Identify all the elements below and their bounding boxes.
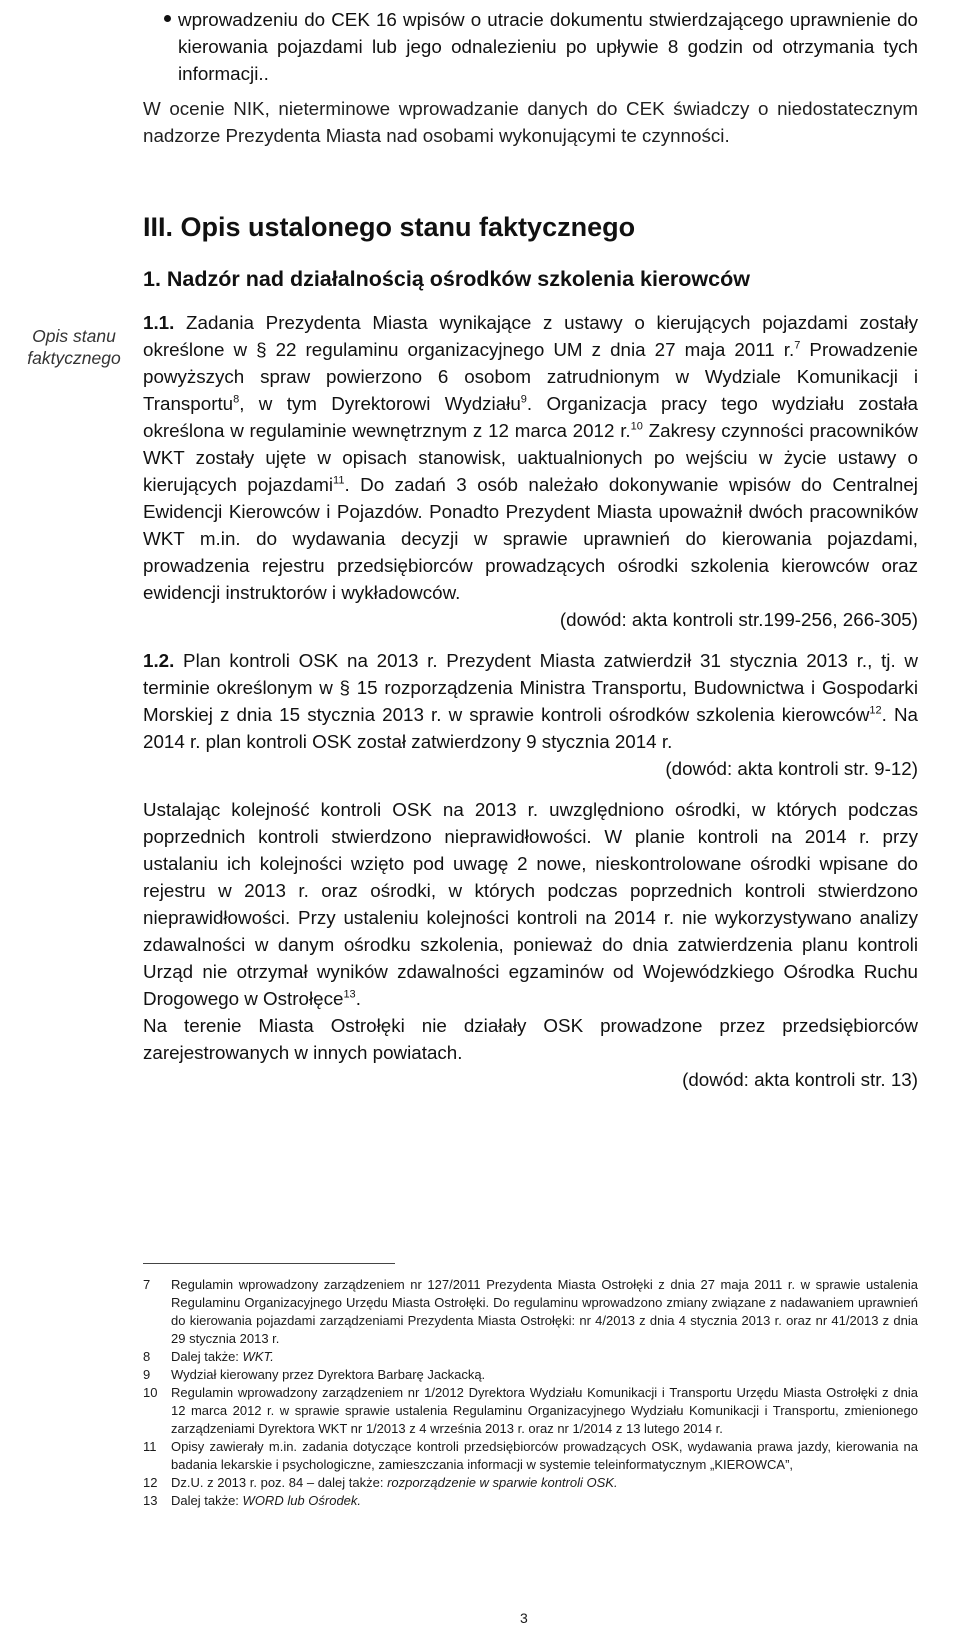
footnote-ref[interactable]: 13 <box>343 988 356 1001</box>
margin-note-line: faktycznego <box>27 348 121 368</box>
footnote-number: 13 <box>143 1493 158 1508</box>
evidence-citation: (dowód: akta kontroli str.199-256, 266-305) <box>559 609 918 630</box>
footnote-ref[interactable]: 11 <box>333 474 345 487</box>
paragraph-1-1: 1.1. Zadania Prezydenta Miasta wynikające z ustawy o kierujących pojazdami zostały określone w § 22 regulaminu organizacyjnego UM z dnia 27 maja 2011 r.$^7$ Prowadzenie powyższych spraw powierzono 6 osobom zatrudnionym w Wydziale Komunikacji i Transportu$^8$, w tym Dyrektorowi Wydziału$^9$. Organizacja pracy tego wydziału została określona w regulaminie wewnętrznym z 12 marca 2012 r.$^{10}$ Zakresy czynności pracowników WKT zostały ujęte w opisach stanowisk, uaktualnionych po wejściu w życie ustawy o kierujących pojazdami$^{11}$. Do zadań 3 osób należało dokonywanie wpisów do Centralnej Ewidencji Kierowców i Pojazdów. Ponadto Prezydent Miasta upoważnił dwóch pracowników WKT m.in. do wydawania decyzji w sprawie uprawnień do kierowania pojazdami, prowadzenia rejestru przedsiębiorców prowadzących ośrodki szkolenia kierowców oraz ewidencji instruktorów i wykładowców. <box>143 312 918 603</box>
bullet-icon <box>164 15 171 22</box>
margin-note <box>14 325 134 369</box>
footnote <box>143 1276 918 1348</box>
paragraph-number: 1.1. <box>143 312 175 333</box>
list-item <box>178 6 918 87</box>
paragraph-1-2: 1.2. Plan kontroli OSK na 2013 r. Prezydent Miasta zatwierdził 31 stycznia 2013 r., tj. w terminie określonym w § 15 rozporządzenia Ministra Transportu, Budownictwa i Gospodarki Morskiej z dnia 15 stycznia 2013 r. w sprawie kontroli ośrodków szkolenia kierowców$^{12}$. Na 2014 r. plan kontroli OSK został zatwierdzony 9 stycznia 2014 r. <box>143 650 918 752</box>
page-number: 3 <box>520 1610 528 1626</box>
footnote-text: Dz.U. z 2013 r. poz. 84 – dalej także: rozporządzenie w sparwie kontroli OSK. <box>171 1475 618 1490</box>
footnotes <box>143 1276 918 1510</box>
evidence-citation: (dowód: akta kontroli str. 9-12) <box>665 758 918 779</box>
footnote <box>143 1384 918 1438</box>
paragraph-osk-note: Na terenie Miasta Ostrołęki nie działały OSK prowadzone przez przedsiębiorców zarejestrowanych w innych powiatach. <box>143 1015 918 1063</box>
footnote-ref[interactable]: 9 <box>520 393 527 406</box>
evidence-citation: (dowód: akta kontroli str. 13) <box>682 1069 918 1090</box>
footnote-text: Dalej także: WORD lub Ośrodek. <box>171 1493 362 1508</box>
margin-note-line: Opis stanu <box>32 326 116 346</box>
main-body <box>143 309 918 1093</box>
footnote-number: 12 <box>143 1475 158 1490</box>
footnote-number: 10 <box>143 1385 158 1400</box>
footnote <box>143 1348 918 1366</box>
intro-paragraph: W ocenie NIK, nieterminowe wprowadzanie danych do CEK świadczy o niedostatecznym nadzorze Prezydenta Miasta nad osobami wykonującymi te czynności. <box>143 98 918 146</box>
footnote-ref[interactable]: 7 <box>794 339 801 352</box>
footnote <box>143 1438 918 1474</box>
footnote-text: Dalej także: WKT. <box>171 1349 274 1364</box>
paragraph-number: 1.2. <box>143 650 175 671</box>
footnote-number: 7 <box>143 1277 151 1292</box>
footnote-number: 8 <box>143 1349 151 1364</box>
footnote-separator <box>143 1263 395 1264</box>
footnote-text: Regulamin wprowadzony zarządzeniem nr 1/2012 Dyrektora Wydziału Komunikacji i Transportu Urzędu Miasta Ostrołęki z dnia 12 marca 2012 r. w sprawie sprawie ustalenia Regulaminu Organizacyjnego Wydziału Komunikacji i Transportu, zmienionego zarządzeniami Dyrektora WKT nr 1/2013 z 4 września 2013 r. oraz nr 1/2014 z 13 lutego 2014 r. <box>171 1385 918 1436</box>
subsection-heading: 1. Nadzór nad działalnością ośrodków szkolenia kierowców <box>143 267 750 291</box>
paragraph-plan-order: Ustalając kolejność kontroli OSK na 2013 r. uwzględniono ośrodki, w których podczas poprzednich kontroli stwierdzono nieprawidłowości. W planie kontroli na 2014 r. przy ustalaniu ich kolejności wzięto pod uwagę 2 nowe, nieskontrolowane ośrodki wpisane do rejestru w 2013 r. oraz ośrodki, w których podczas poprzednich kontroli stwierdzono nieprawidłowości. Przy ustaleniu kolejności kontroli na 2014 r. nie wykorzystywano analizy zdawalności w danym ośrodku szkolenia, ponieważ do dnia zatwierdzenia planu kontroli Urząd nie otrzymał wyników zdawalności egzaminów od Wojewódzkiego Ośrodka Ruchu Drogowego w Ostrołęce$^{13}$. <box>143 799 918 1009</box>
footnote <box>143 1366 918 1384</box>
footnote-ref[interactable]: 8 <box>233 393 240 406</box>
footnote <box>143 1474 918 1492</box>
footnote-text: Wydział kierowany przez Dyrektora Barbarę Jackacką. <box>171 1367 486 1382</box>
footnote-ref[interactable]: 10 <box>630 420 643 433</box>
footnote-text: Opisy zawierały m.in. zadania dotyczące kontroli przedsiębiorców prowadzących OSK, wydawania prawa jazdy, kierowania na badania lekarskie i psychologiczne, zamieszczania informacji w systemie teleinformatycznym „KIEROWCA”, <box>171 1439 918 1472</box>
footnote-number: 11 <box>143 1439 157 1454</box>
footnote-ref[interactable]: 12 <box>869 704 882 717</box>
footnote <box>143 1492 918 1510</box>
footnote-number: 9 <box>143 1367 151 1382</box>
footnote-text: Regulamin wprowadzony zarządzeniem nr 127/2011 Prezydenta Miasta Ostrołęki z dnia 27 maja 2011 r. w sprawie ustalenia Regulaminu Organizacyjnego Urzędu Miasta Ostrołęki. Do regulaminu wprowadzono zmiany związane z nadawaniem uprawnień do kierowania pojazdami zarządzeniami Prezydenta Miasta Ostrołęki: nr 4/2013 z dnia 4 stycznia 2013 r. oraz nr 41/2013 z dnia 29 stycznia 2013 r. <box>171 1277 918 1346</box>
section-heading: III. Opis ustalonego stanu faktycznego <box>143 212 636 242</box>
bullet-text: wprowadzeniu do CEK 16 wpisów o utracie dokumentu stwierdzającego uprawnienie do kierowania pojazdami lub jego odnalezieniu po upływie 8 godzin od otrzymania tych informacji.. <box>178 9 918 84</box>
